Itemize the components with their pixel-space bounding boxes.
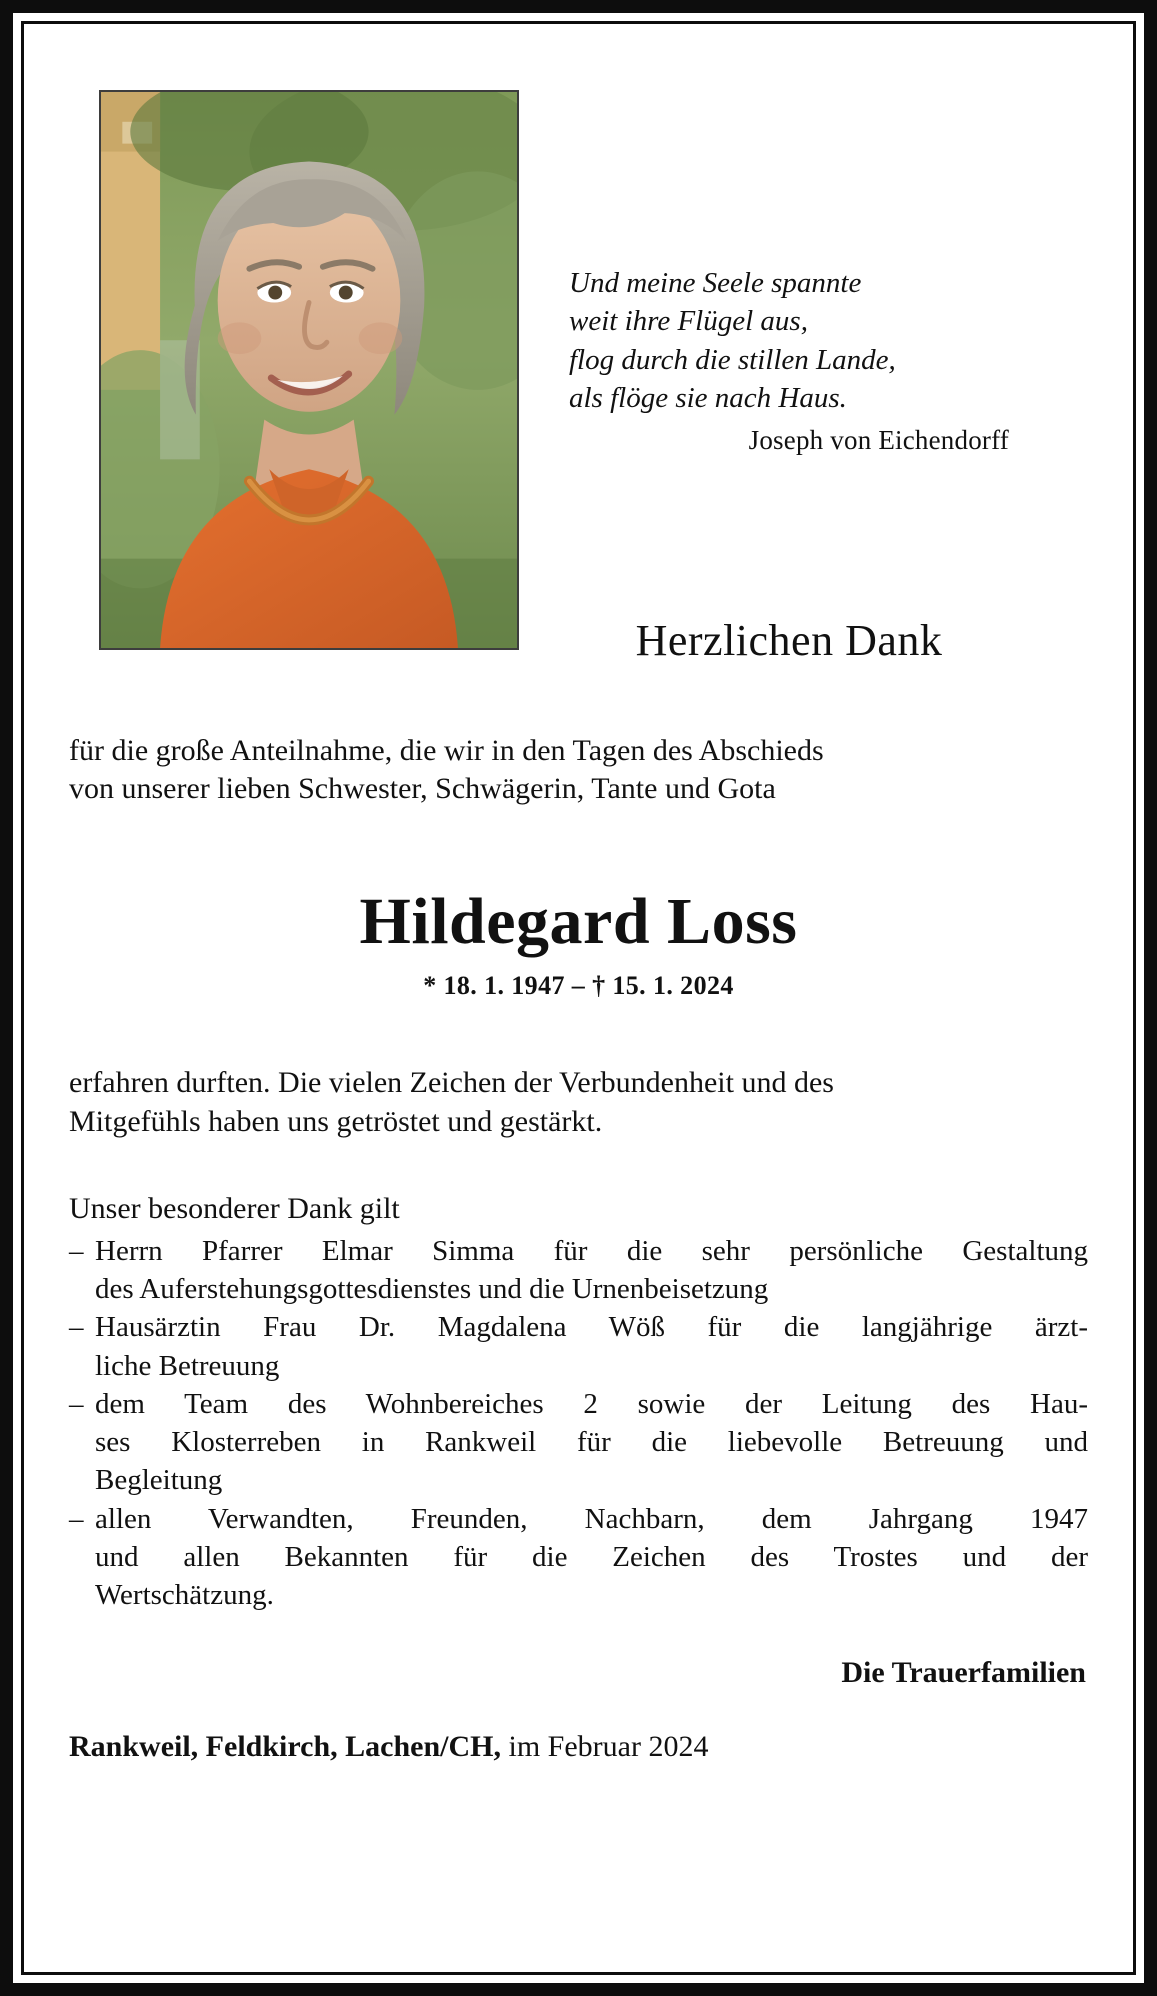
list-dash: – <box>69 1311 84 1344</box>
quote-line-3: flog durch die stillen Lande, <box>569 343 896 376</box>
list-item-line: Hausärztin Frau Dr. Magdalena Wöß für die langjährige ärzt- <box>95 1311 1088 1344</box>
top-area <box>69 64 1088 665</box>
quote-block <box>569 264 1009 459</box>
place-names: Rankweil, Feldkirch, Lachen/CH, <box>69 1730 501 1764</box>
list-dash: – <box>69 1502 84 1535</box>
quote-line-2: weit ihre Flügel aus, <box>569 305 808 338</box>
gratitude-paragraph <box>69 1063 1088 1141</box>
list-item <box>69 1232 1088 1309</box>
list-item-text <box>95 1232 1088 1309</box>
lead-line-2: von unserer lieben Schwester, Schwägerin, Tante und Gota <box>69 772 776 806</box>
inner-border <box>21 21 1136 1975</box>
gratitude-line-1: erfahren durften. Die vielen Zeichen der Verbundenheit und des <box>69 1065 834 1099</box>
quote-line-4: als flöge sie nach Haus. <box>569 381 847 414</box>
list-item-line: des Auferstehungsgottesdienstes und die Urnenbeisetzung <box>95 1273 769 1306</box>
notice-content <box>69 64 1088 1942</box>
list-item <box>69 1385 1088 1500</box>
list-dash: – <box>69 1234 84 1267</box>
list-item-line: liche Betreuung <box>95 1349 280 1382</box>
lead-paragraph <box>69 732 1088 809</box>
list-item-text <box>95 1500 1088 1615</box>
special-thanks-intro: Unser besonderer Dank gilt <box>69 1191 400 1225</box>
lead-line-1: für die große Anteilnahme, die wir in den Tagen des Abschieds <box>69 734 824 767</box>
list-item-line: dem Team des Wohnbereiches 2 sowie der Leitung des Hau- <box>95 1387 1088 1420</box>
list-item-line: Herrn Pfarrer Elmar Simma für die sehr persönliche Gestaltung <box>95 1234 1088 1267</box>
list-item-text <box>95 1385 1088 1500</box>
place-date-line <box>69 1730 1088 1764</box>
special-thanks-list <box>69 1232 1088 1615</box>
list-item-line: allen Verwandten, Freunden, Nachbarn, dem Jahrgang 1947 <box>95 1502 1088 1535</box>
signature-families: Die Trauerfamilien <box>841 1656 1086 1690</box>
place-date: im Februar 2024 <box>500 1730 709 1764</box>
gratitude-line-2: Mitgefühls haben uns getröstet und gestärkt. <box>69 1104 603 1138</box>
thanks-heading: Herzlichen Dank <box>635 616 943 665</box>
list-item-text <box>95 1308 1088 1385</box>
list-item-line: und allen Bekannten für die Zeichen des Trostes und der <box>95 1540 1088 1573</box>
list-dash: – <box>69 1387 84 1420</box>
deceased-name: Hildegard Loss <box>359 884 798 958</box>
quote-line-1: Und meine Seele spannte <box>569 267 862 299</box>
list-item <box>69 1308 1088 1385</box>
list-item <box>69 1500 1088 1615</box>
list-item-line: ses Klosterreben in Rankweil für die liebevolle Betreuung und <box>95 1426 1088 1459</box>
list-item-line: Wertschätzung. <box>95 1579 274 1612</box>
portrait-photo <box>99 90 519 650</box>
quote-author: Joseph von Eichendorff <box>748 425 1009 456</box>
list-item-line: Begleitung <box>95 1464 223 1497</box>
deceased-dates: * 18. 1. 1947 – † 15. 1. 2024 <box>423 970 734 1000</box>
